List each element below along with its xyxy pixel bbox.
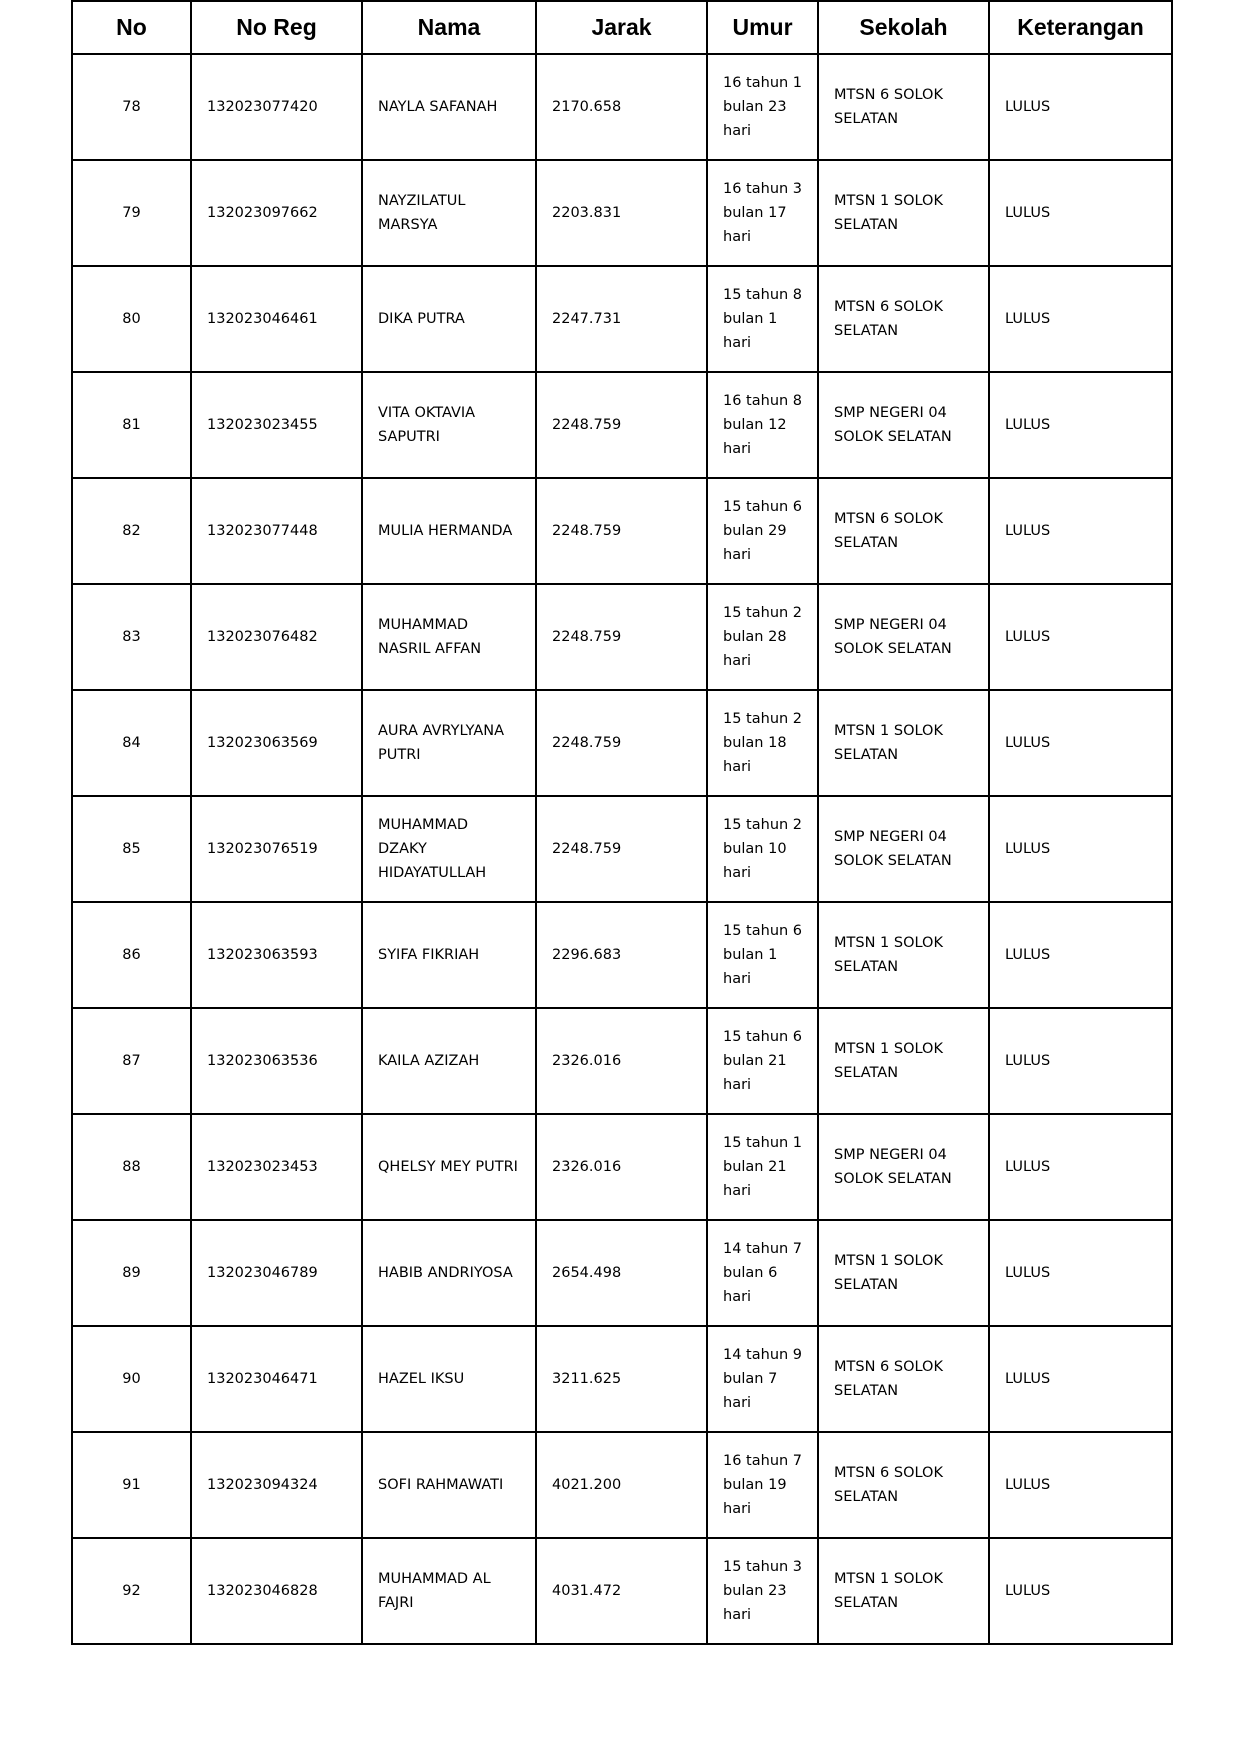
cell-no-reg: 132023097662 bbox=[191, 160, 362, 266]
table-row bbox=[72, 690, 1172, 796]
cell-nama-text: NAYZILATUL MARSYA bbox=[378, 193, 466, 233]
cell-umur bbox=[707, 1114, 818, 1220]
cell-sekolah-text: MTSN 1 SOLOK SELATAN bbox=[834, 1571, 943, 1611]
cell-nama-text: HAZEL IKSU bbox=[378, 1371, 465, 1387]
cell-keterangan: LULUS bbox=[989, 1220, 1172, 1326]
cell-nama bbox=[362, 54, 536, 160]
cell-no: 87 bbox=[72, 1008, 191, 1114]
cell-keterangan: LULUS bbox=[989, 690, 1172, 796]
cell-no-reg: 132023076482 bbox=[191, 584, 362, 690]
cell-nama bbox=[362, 160, 536, 266]
column-header-umur: Umur bbox=[707, 1, 818, 54]
cell-umur-text: 15 tahun 2 bulan 18 hari bbox=[723, 711, 803, 775]
cell-nama-text: AURA AVRYLYANA PUTRI bbox=[378, 723, 505, 763]
cell-nama bbox=[362, 1114, 536, 1220]
cell-nama-text: NAYLA SAFANAH bbox=[378, 99, 498, 115]
cell-jarak: 3211.625 bbox=[536, 1326, 707, 1432]
cell-umur bbox=[707, 690, 818, 796]
cell-umur-text: 14 tahun 7 bulan 6 hari bbox=[723, 1241, 803, 1305]
cell-sekolah bbox=[818, 478, 989, 584]
table-row bbox=[72, 1220, 1172, 1326]
table-row bbox=[72, 1008, 1172, 1114]
cell-umur bbox=[707, 1326, 818, 1432]
cell-sekolah bbox=[818, 1326, 989, 1432]
cell-jarak: 4021.200 bbox=[536, 1432, 707, 1538]
cell-umur-text: 15 tahun 6 bulan 1 hari bbox=[723, 923, 803, 987]
cell-jarak: 2654.498 bbox=[536, 1220, 707, 1326]
table-row bbox=[72, 160, 1172, 266]
cell-umur bbox=[707, 54, 818, 160]
cell-sekolah-text: MTSN 1 SOLOK SELATAN bbox=[834, 193, 943, 233]
cell-keterangan: LULUS bbox=[989, 796, 1172, 902]
cell-sekolah-text: MTSN 6 SOLOK SELATAN bbox=[834, 511, 943, 551]
cell-no-reg: 132023046461 bbox=[191, 266, 362, 372]
cell-no: 83 bbox=[72, 584, 191, 690]
table-row bbox=[72, 584, 1172, 690]
cell-sekolah-text: SMP NEGERI 04 SOLOK SELATAN bbox=[834, 405, 952, 445]
cell-no-reg: 132023077420 bbox=[191, 54, 362, 160]
cell-sekolah bbox=[818, 902, 989, 1008]
cell-sekolah bbox=[818, 372, 989, 478]
column-header-jarak: Jarak bbox=[536, 1, 707, 54]
cell-no: 85 bbox=[72, 796, 191, 902]
cell-nama-text: DIKA PUTRA bbox=[378, 311, 465, 327]
cell-nama bbox=[362, 796, 536, 902]
cell-no-reg: 132023094324 bbox=[191, 1432, 362, 1538]
cell-jarak: 2248.759 bbox=[536, 796, 707, 902]
cell-jarak: 2170.658 bbox=[536, 54, 707, 160]
cell-keterangan: LULUS bbox=[989, 160, 1172, 266]
cell-no-reg: 132023063593 bbox=[191, 902, 362, 1008]
cell-no-reg: 132023046789 bbox=[191, 1220, 362, 1326]
cell-umur bbox=[707, 1538, 818, 1644]
cell-umur-text: 15 tahun 1 bulan 21 hari bbox=[723, 1135, 803, 1199]
cell-sekolah bbox=[818, 1220, 989, 1326]
column-header-no: No bbox=[72, 1, 191, 54]
cell-no: 89 bbox=[72, 1220, 191, 1326]
cell-no: 88 bbox=[72, 1114, 191, 1220]
cell-umur-text: 15 tahun 6 bulan 29 hari bbox=[723, 499, 803, 563]
cell-nama-text: QHELSY MEY PUTRI bbox=[378, 1159, 518, 1175]
cell-no: 80 bbox=[72, 266, 191, 372]
cell-sekolah-text: MTSN 1 SOLOK SELATAN bbox=[834, 1253, 943, 1293]
cell-jarak: 2326.016 bbox=[536, 1008, 707, 1114]
cell-nama-text: KAILA AZIZAH bbox=[378, 1053, 480, 1069]
cell-nama-text: HABIB ANDRIYOSA bbox=[378, 1265, 513, 1281]
cell-no: 78 bbox=[72, 54, 191, 160]
cell-sekolah-text: MTSN 1 SOLOK SELATAN bbox=[834, 723, 943, 763]
cell-no-reg: 132023023453 bbox=[191, 1114, 362, 1220]
cell-nama bbox=[362, 1432, 536, 1538]
cell-nama bbox=[362, 1326, 536, 1432]
cell-no-reg: 132023046471 bbox=[191, 1326, 362, 1432]
cell-umur bbox=[707, 478, 818, 584]
cell-umur bbox=[707, 266, 818, 372]
cell-no: 86 bbox=[72, 902, 191, 1008]
column-header-sekolah: Sekolah bbox=[818, 1, 989, 54]
cell-no: 92 bbox=[72, 1538, 191, 1644]
cell-umur bbox=[707, 902, 818, 1008]
cell-sekolah bbox=[818, 1538, 989, 1644]
cell-sekolah bbox=[818, 796, 989, 902]
cell-sekolah bbox=[818, 266, 989, 372]
column-header-no-reg: No Reg bbox=[191, 1, 362, 54]
cell-nama-text: MUHAMMAD NASRIL AFFAN bbox=[378, 617, 482, 657]
cell-sekolah-text: MTSN 6 SOLOK SELATAN bbox=[834, 299, 943, 339]
cell-umur-text: 15 tahun 8 bulan 1 hari bbox=[723, 287, 803, 351]
cell-no: 91 bbox=[72, 1432, 191, 1538]
cell-nama-text: MUHAMMAD AL FAJRI bbox=[378, 1571, 491, 1611]
cell-umur bbox=[707, 584, 818, 690]
cell-jarak: 2248.759 bbox=[536, 584, 707, 690]
cell-sekolah bbox=[818, 1008, 989, 1114]
cell-keterangan: LULUS bbox=[989, 1114, 1172, 1220]
table-row bbox=[72, 266, 1172, 372]
table-row bbox=[72, 1432, 1172, 1538]
cell-jarak: 2296.683 bbox=[536, 902, 707, 1008]
cell-keterangan: LULUS bbox=[989, 1538, 1172, 1644]
cell-keterangan: LULUS bbox=[989, 478, 1172, 584]
cell-keterangan: LULUS bbox=[989, 54, 1172, 160]
cell-keterangan: LULUS bbox=[989, 584, 1172, 690]
cell-sekolah bbox=[818, 1114, 989, 1220]
cell-jarak: 4031.472 bbox=[536, 1538, 707, 1644]
cell-no-reg: 132023063569 bbox=[191, 690, 362, 796]
cell-nama bbox=[362, 584, 536, 690]
table-row bbox=[72, 1326, 1172, 1432]
table-row bbox=[72, 478, 1172, 584]
cell-no: 84 bbox=[72, 690, 191, 796]
table-row bbox=[72, 372, 1172, 478]
results-sheet bbox=[71, 0, 1171, 1645]
cell-umur-text: 16 tahun 8 bulan 12 hari bbox=[723, 393, 803, 457]
cell-nama-text: SOFI RAHMAWATI bbox=[378, 1477, 504, 1493]
cell-nama bbox=[362, 1538, 536, 1644]
cell-sekolah bbox=[818, 690, 989, 796]
cell-nama-text: SYIFA FIKRIAH bbox=[378, 947, 480, 963]
cell-umur-text: 15 tahun 6 bulan 21 hari bbox=[723, 1029, 803, 1093]
cell-keterangan: LULUS bbox=[989, 902, 1172, 1008]
cell-jarak: 2248.759 bbox=[536, 690, 707, 796]
cell-umur bbox=[707, 372, 818, 478]
cell-umur-text: 15 tahun 2 bulan 10 hari bbox=[723, 817, 803, 881]
cell-no: 81 bbox=[72, 372, 191, 478]
cell-nama bbox=[362, 478, 536, 584]
cell-nama bbox=[362, 902, 536, 1008]
cell-no-reg: 132023023455 bbox=[191, 372, 362, 478]
cell-sekolah bbox=[818, 54, 989, 160]
cell-nama bbox=[362, 372, 536, 478]
cell-keterangan: LULUS bbox=[989, 1432, 1172, 1538]
cell-umur-text: 16 tahun 7 bulan 19 hari bbox=[723, 1453, 803, 1517]
cell-jarak: 2247.731 bbox=[536, 266, 707, 372]
cell-nama bbox=[362, 266, 536, 372]
cell-no-reg: 132023077448 bbox=[191, 478, 362, 584]
cell-nama-text: VITA OKTAVIA SAPUTRI bbox=[378, 405, 476, 445]
table-row bbox=[72, 902, 1172, 1008]
cell-sekolah-text: MTSN 6 SOLOK SELATAN bbox=[834, 1359, 943, 1399]
table-row bbox=[72, 1114, 1172, 1220]
table-row bbox=[72, 54, 1172, 160]
cell-sekolah-text: SMP NEGERI 04 SOLOK SELATAN bbox=[834, 829, 952, 869]
cell-umur-text: 16 tahun 3 bulan 17 hari bbox=[723, 181, 803, 245]
cell-sekolah bbox=[818, 584, 989, 690]
cell-nama bbox=[362, 690, 536, 796]
cell-umur-text: 15 tahun 2 bulan 28 hari bbox=[723, 605, 803, 669]
cell-keterangan: LULUS bbox=[989, 266, 1172, 372]
cell-umur bbox=[707, 160, 818, 266]
cell-umur-text: 16 tahun 1 bulan 23 hari bbox=[723, 75, 803, 139]
cell-jarak: 2248.759 bbox=[536, 478, 707, 584]
column-header-nama: Nama bbox=[362, 1, 536, 54]
cell-sekolah bbox=[818, 1432, 989, 1538]
table-body bbox=[72, 54, 1172, 1644]
cell-keterangan: LULUS bbox=[989, 372, 1172, 478]
results-table bbox=[71, 0, 1173, 1645]
cell-jarak: 2326.016 bbox=[536, 1114, 707, 1220]
cell-umur bbox=[707, 796, 818, 902]
cell-nama bbox=[362, 1220, 536, 1326]
cell-sekolah-text: MTSN 6 SOLOK SELATAN bbox=[834, 87, 943, 127]
cell-nama-text: MUHAMMAD DZAKY HIDAYATULLAH bbox=[378, 817, 487, 881]
table-row bbox=[72, 1538, 1172, 1644]
cell-sekolah-text: MTSN 6 SOLOK SELATAN bbox=[834, 1465, 943, 1505]
cell-sekolah-text: SMP NEGERI 04 SOLOK SELATAN bbox=[834, 617, 952, 657]
cell-nama-text: MULIA HERMANDA bbox=[378, 523, 513, 539]
cell-no-reg: 132023046828 bbox=[191, 1538, 362, 1644]
cell-no: 79 bbox=[72, 160, 191, 266]
cell-no-reg: 132023076519 bbox=[191, 796, 362, 902]
column-header-keterangan: Keterangan bbox=[989, 1, 1172, 54]
cell-umur-text: 14 tahun 9 bulan 7 hari bbox=[723, 1347, 803, 1411]
cell-keterangan: LULUS bbox=[989, 1008, 1172, 1114]
cell-nama bbox=[362, 1008, 536, 1114]
cell-sekolah-text: MTSN 1 SOLOK SELATAN bbox=[834, 935, 943, 975]
header-row bbox=[72, 1, 1172, 54]
cell-jarak: 2248.759 bbox=[536, 372, 707, 478]
table-header bbox=[72, 1, 1172, 54]
cell-no: 90 bbox=[72, 1326, 191, 1432]
cell-no: 82 bbox=[72, 478, 191, 584]
cell-no-reg: 132023063536 bbox=[191, 1008, 362, 1114]
cell-umur-text: 15 tahun 3 bulan 23 hari bbox=[723, 1559, 803, 1623]
cell-umur bbox=[707, 1008, 818, 1114]
table-row bbox=[72, 796, 1172, 902]
cell-sekolah bbox=[818, 160, 989, 266]
cell-umur bbox=[707, 1432, 818, 1538]
cell-keterangan: LULUS bbox=[989, 1326, 1172, 1432]
cell-jarak: 2203.831 bbox=[536, 160, 707, 266]
cell-sekolah-text: MTSN 1 SOLOK SELATAN bbox=[834, 1041, 943, 1081]
cell-sekolah-text: SMP NEGERI 04 SOLOK SELATAN bbox=[834, 1147, 952, 1187]
cell-umur bbox=[707, 1220, 818, 1326]
